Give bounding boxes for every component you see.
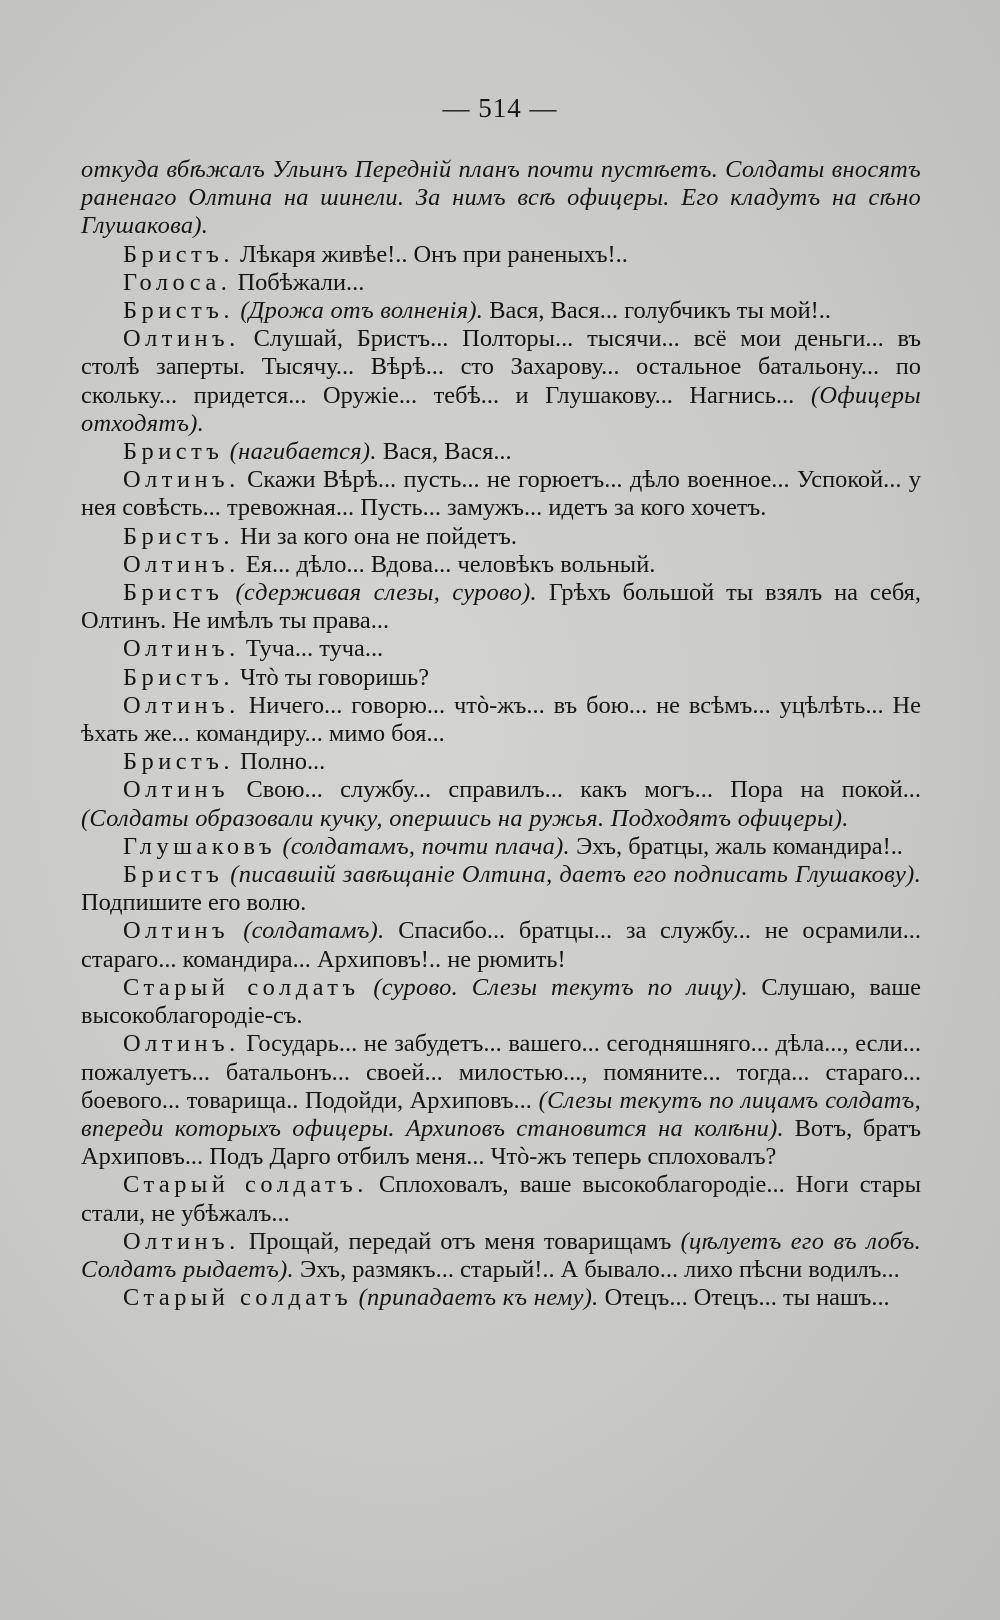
- speaker-name: Старый солдатъ: [123, 973, 360, 1001]
- speaker-name: Олтинъ: [123, 776, 230, 804]
- dialogue-text: Ни за кого она не пойдетъ.: [233, 522, 517, 550]
- speaker-name: Бристъ.: [123, 240, 234, 268]
- speaker-name: Глушаковъ: [123, 832, 277, 860]
- paragraph: [81, 297, 921, 325]
- speaker-name: Олтинъ.: [123, 325, 240, 353]
- speaker-name: Голоса.: [123, 268, 232, 296]
- dialogue-text: Государь... не забудетъ... вашего... сегодняшняго... дѣла..., если... пожалуетъ... батальонъ... своей... милостью..., помяните... тогда... стараго... боевого... товарища.. Подойди, Архиповъ...: [81, 1030, 921, 1114]
- paragraph: [81, 974, 921, 1030]
- speaker-name: Олтинъ.: [123, 1227, 240, 1255]
- dialogue-text: Вася, Вася...: [376, 438, 512, 466]
- speaker-name: Старый солдатъ.: [123, 1171, 368, 1199]
- paragraph: [81, 748, 921, 776]
- speaker-name: Бристъ.: [123, 663, 234, 691]
- paragraph: [81, 917, 921, 973]
- stage-direction: (Слезы текутъ по лицамъ солдатъ, впереди которыхъ офицеры. Архиповъ становится на колѣни).: [81, 1086, 921, 1142]
- dialogue-text: Полно...: [233, 748, 326, 776]
- dialogue-text: Вася, Вася... голубчикъ ты мой!..: [483, 297, 831, 325]
- stage-direction: (сдерживая слезы, сурово).: [223, 579, 537, 607]
- paragraph: [81, 776, 921, 832]
- stage-direction: (нагибается).: [223, 438, 377, 466]
- paragraph: [81, 664, 921, 692]
- stage-direction: (Солдаты образовали кучку, опершись на ружья. Подходятъ офицеры).: [81, 804, 849, 832]
- paragraph: [81, 861, 921, 917]
- stage-direction: (Офицеры отходятъ).: [81, 381, 922, 437]
- dialogue-text: Спасибо... братцы... за службу... не осрамили... стараго... командира... Архиповъ!.. не рюмить!: [81, 917, 921, 973]
- stage-direction: (Дрожа отъ волненія).: [233, 297, 484, 325]
- dialogue-text: Слушаю, ваше высокоблагородіе-съ.: [81, 973, 921, 1030]
- dialogue-text: Скажи Вѣрѣ... пусть... не горюетъ... дѣло военное... Успокой... у нея совѣсть... тревожная... Пусть... замужъ... идетъ за кого хочетъ.: [81, 466, 921, 522]
- paragraph: [81, 523, 921, 551]
- dialogue-text: Слушай, Бристъ... Полторы... тысячи... всё мои деньги... въ столѣ заперты. Тысячу... Вѣрѣ... сто Захарову... остальное батальону... по скольку... придется... Оружіе... тебѣ... и Глушакову... Нагнись...: [81, 325, 921, 409]
- dialogue-text: Вотъ, братъ Архиповъ... Подъ Дарго отбилъ меня... Чтò-жъ теперь сплоховалъ?: [81, 1114, 921, 1171]
- paragraph: [81, 1284, 921, 1312]
- speaker-name: Олтинъ: [123, 917, 230, 945]
- dialogue-text: Побѣжали...: [231, 268, 365, 296]
- paragraph: [81, 156, 921, 241]
- dialogue-text: Отецъ... Отецъ... ты нашъ...: [598, 1284, 890, 1312]
- dialogue-text: Чтò ты говоришь?: [233, 663, 430, 691]
- dialogue-text: Прощай, передай отъ меня товарищамъ: [239, 1227, 672, 1255]
- speaker-name: Бристъ.: [123, 748, 234, 776]
- speaker-name: Старый солдатъ: [123, 1284, 353, 1312]
- speaker-name: Олтинъ.: [123, 550, 240, 578]
- stage-direction: откуда вбѣжалъ Ульинъ Передній планъ почти пустѣетъ. Солдаты вносятъ раненаго Олтина на шинели. За нимъ всѣ офицеры. Его кладутъ на сѣно Глушакова).: [81, 156, 921, 240]
- page-body-text: [81, 156, 921, 1312]
- speaker-name: Бристъ.: [123, 297, 234, 325]
- paragraph: [81, 551, 921, 579]
- speaker-name: Бристъ: [123, 438, 224, 466]
- dialogue-text: Свою... службу... справилъ... какъ могъ... Пора на покой...: [229, 776, 921, 804]
- stage-direction: (цѣлуетъ его въ лобъ. Солдатъ рыдаетъ).: [81, 1227, 922, 1283]
- paragraph: [81, 325, 921, 438]
- dialogue-text: Туча... туча...: [239, 635, 384, 663]
- speaker-name: Олтинъ.: [123, 635, 240, 663]
- paragraph: [81, 635, 921, 663]
- paragraph: [81, 1030, 921, 1171]
- paragraph: [81, 833, 921, 861]
- paragraph: [81, 241, 921, 269]
- stage-direction: (припадаетъ къ нему).: [352, 1284, 599, 1312]
- speaker-name: Олтинъ.: [123, 466, 240, 494]
- dialogue-text: Сплоховалъ, ваше высокоблагородіе... Ноги стары стали, не убѣжалъ...: [81, 1171, 922, 1227]
- speaker-name: Олтинъ.: [123, 1030, 240, 1058]
- stage-direction: (писавшій завѣщаніе Олтина, даетъ его подписать Глушакову).: [223, 861, 921, 889]
- paragraph: [81, 466, 921, 522]
- speaker-name: Олтинъ.: [123, 691, 240, 719]
- paragraph: [81, 438, 921, 466]
- speaker-name: Бристъ: [123, 579, 224, 607]
- stage-direction: (сурово. Слезы текутъ по лицу).: [359, 973, 748, 1001]
- paragraph: [81, 579, 921, 635]
- speaker-name: Бристъ: [123, 861, 224, 889]
- page-number: — 514 —: [442, 93, 558, 123]
- paragraph: [81, 1171, 921, 1227]
- paragraph: [81, 692, 921, 748]
- speaker-name: Бристъ.: [123, 522, 234, 550]
- paragraph: [81, 1228, 921, 1284]
- dialogue-text: Ея... дѣло... Вдова... человѣкъ вольный.: [239, 550, 656, 578]
- dialogue-text: Подпишите его волю.: [81, 889, 307, 917]
- stage-direction: (солдатамъ, почти плача).: [276, 832, 570, 860]
- paragraph: [81, 269, 921, 297]
- dialogue-text: Эхъ, размякъ... старый!.. А бывало... лихо пѣсни водилъ...: [293, 1255, 900, 1283]
- dialogue-text: Эхъ, братцы, жаль командира!..: [569, 832, 903, 860]
- dialogue-text: Грѣхъ большой ты взялъ на себя, Олтинъ. Не имѣлъ ты права...: [81, 579, 921, 635]
- stage-direction: (солдатамъ).: [229, 917, 385, 945]
- dialogue-text: Ничего... говорю... чтò-жъ... въ бою... не всѣмъ... уцѣлѣть... Не ѣхать же... командиру... мимо боя...: [81, 691, 921, 748]
- dialogue-text: Лѣкаря живѣе!.. Онъ при раненыхъ!..: [233, 240, 628, 268]
